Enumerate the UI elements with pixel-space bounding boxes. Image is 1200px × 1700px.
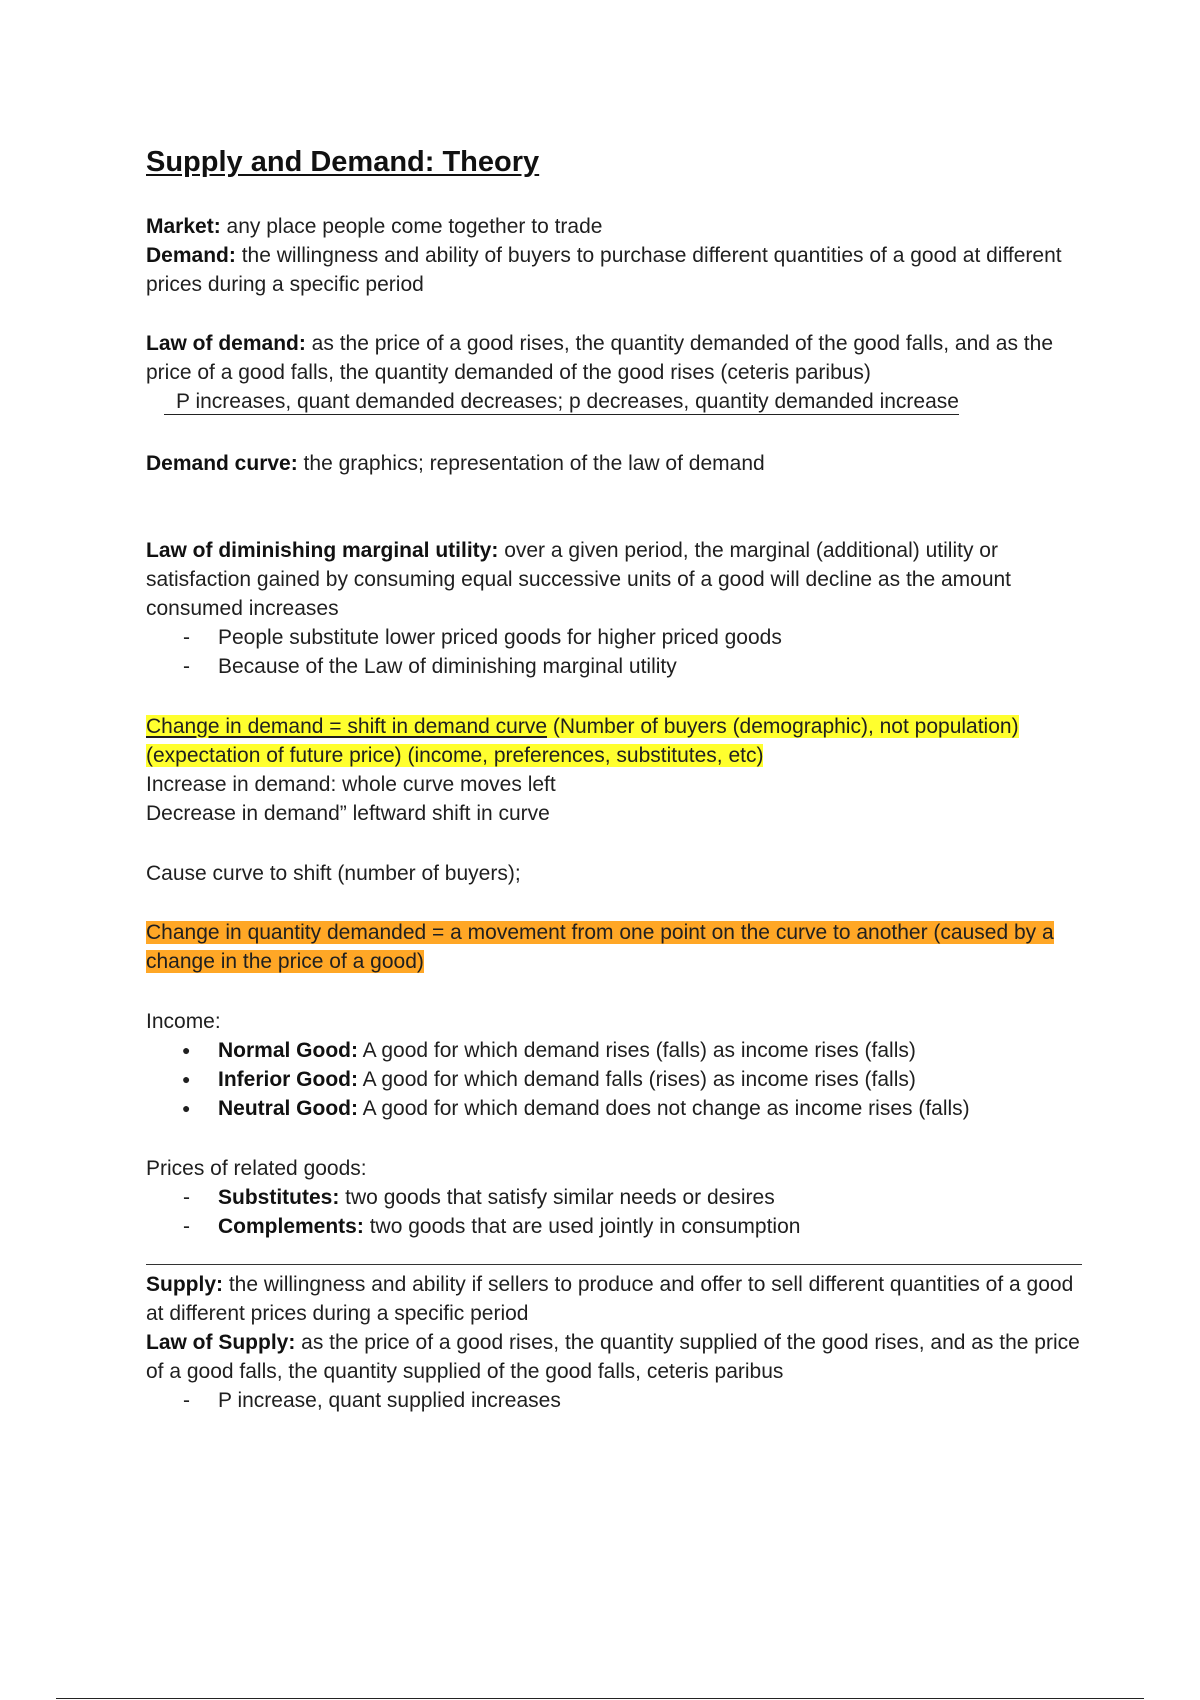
- demand-definition: [146, 241, 1086, 299]
- supply-term: Supply:: [146, 1273, 223, 1296]
- related-goods-label: Prices of related goods:: [146, 1157, 367, 1180]
- inferior-good-term: Inferior Good:: [218, 1068, 358, 1091]
- neutral-good-term: Neutral Good:: [218, 1097, 358, 1120]
- decrease-in-demand: Decrease in demand” leftward shift in curve: [146, 802, 550, 825]
- income-block: [146, 1007, 1086, 1123]
- law-of-supply-term: Law of Supply:: [146, 1331, 296, 1354]
- change-in-demand-factors: (Number of buyers (demographic), not population) (expectation of future price) (income, preferences, substitutes, etc): [146, 715, 1019, 767]
- law-of-demand-block: [146, 329, 1086, 416]
- normal-good-text: A good for which demand rises (falls) as income rises (falls): [358, 1039, 916, 1062]
- market-text: any place people come together to trade: [220, 215, 603, 238]
- normal-good-term: Normal Good:: [218, 1039, 358, 1062]
- list-item: [146, 1212, 1086, 1241]
- complements-text: two goods that are used jointly in consumption: [363, 1215, 801, 1238]
- supply-block: [146, 1270, 1086, 1415]
- change-in-demand-block: [146, 712, 1086, 828]
- list-item: - Because of the Law of diminishing marginal utility: [146, 652, 1086, 681]
- income-list: [146, 1036, 1086, 1123]
- cause-block: [146, 859, 1086, 888]
- dmu-text: over a given period, the marginal (additional) utility or satisfaction gained by consuming equal successive units of a good will decline as the amount consumed increases: [146, 539, 1012, 620]
- inferior-good-text: A good for which demand falls (rises) as income rises (falls): [358, 1068, 916, 1091]
- related-goods-list: [146, 1183, 1086, 1241]
- market-term: Market:: [146, 215, 221, 238]
- demand-term: Demand:: [146, 244, 236, 267]
- cause-shift: Cause curve to shift (number of buyers);: [146, 862, 521, 885]
- supply-text: the willingness and ability if sellers to produce and offer to sell different quantities of a good at different prices during a specific period: [146, 1273, 1074, 1325]
- law-of-demand-definition: [146, 329, 1086, 387]
- demand-curve-definition: [146, 449, 1086, 478]
- supply-definition: [146, 1270, 1086, 1328]
- list-item: - People substitute lower priced goods for higher priced goods: [146, 623, 1086, 652]
- law-of-supply-definition: [146, 1328, 1086, 1386]
- demand-text: the willingness and ability of buyers to purchase different quantities of a good at different prices during a specific period: [146, 244, 1062, 296]
- change-in-demand-heading: Change in demand = shift in demand curve: [146, 715, 547, 738]
- demand-curve-term: Demand curve:: [146, 452, 298, 475]
- demand-curve-block: [146, 449, 1086, 478]
- list-item: - P increase, quant supplied increases: [146, 1386, 1086, 1415]
- income-label: Income:: [146, 1010, 221, 1033]
- demand-curve-text: the graphics; representation of the law of demand: [297, 452, 765, 475]
- change-in-demand-highlight: [146, 712, 1086, 770]
- neutral-good-text: A good for which demand does not change as income rises (falls): [358, 1097, 970, 1120]
- definitions-block: [146, 212, 1086, 299]
- change-quantity-block: [146, 918, 1086, 976]
- dmu-list: [146, 623, 1086, 681]
- dmu-definition: [146, 536, 1086, 623]
- change-quantity-highlight: Change in quantity demanded = a movement from one point on the curve to another (caused by a change in the price of a good): [146, 921, 1054, 973]
- list-item: [146, 1065, 1086, 1094]
- market-definition: [146, 212, 1086, 241]
- complements-term: Complements:: [218, 1215, 364, 1238]
- substitutes-text: two goods that satisfy similar needs or desires: [339, 1186, 775, 1209]
- law-of-supply-list: [146, 1386, 1086, 1415]
- law-of-demand-term: Law of demand:: [146, 332, 306, 355]
- section-divider: [146, 1264, 1082, 1265]
- page-title: Supply and Demand: Theory: [146, 146, 540, 178]
- law-of-demand-text: as the price of a good rises, the quantity demanded of the good falls, and as the price of a good falls, the quantity demanded of the good rises (ceteris paribus): [146, 332, 1054, 384]
- substitutes-term: Substitutes:: [218, 1186, 340, 1209]
- list-item: [146, 1183, 1086, 1212]
- law-of-supply-text: as the price of a good rises, the quantity supplied of the good rises, and as the price of a good falls, the quantity supplied of the good falls, ceteris paribus: [146, 1331, 1080, 1383]
- increase-in-demand: Increase in demand: whole curve moves left: [146, 773, 556, 796]
- law-of-demand-note: P increases, quant demanded decreases; p decreases, quantity demanded increase: [164, 390, 959, 415]
- related-goods-block: [146, 1154, 1086, 1241]
- list-item: [146, 1094, 1086, 1123]
- list-item: [146, 1036, 1086, 1065]
- dmu-term: Law of diminishing marginal utility:: [146, 539, 499, 562]
- page-bottom-rule: [56, 1698, 1144, 1699]
- dmu-block: [146, 536, 1086, 681]
